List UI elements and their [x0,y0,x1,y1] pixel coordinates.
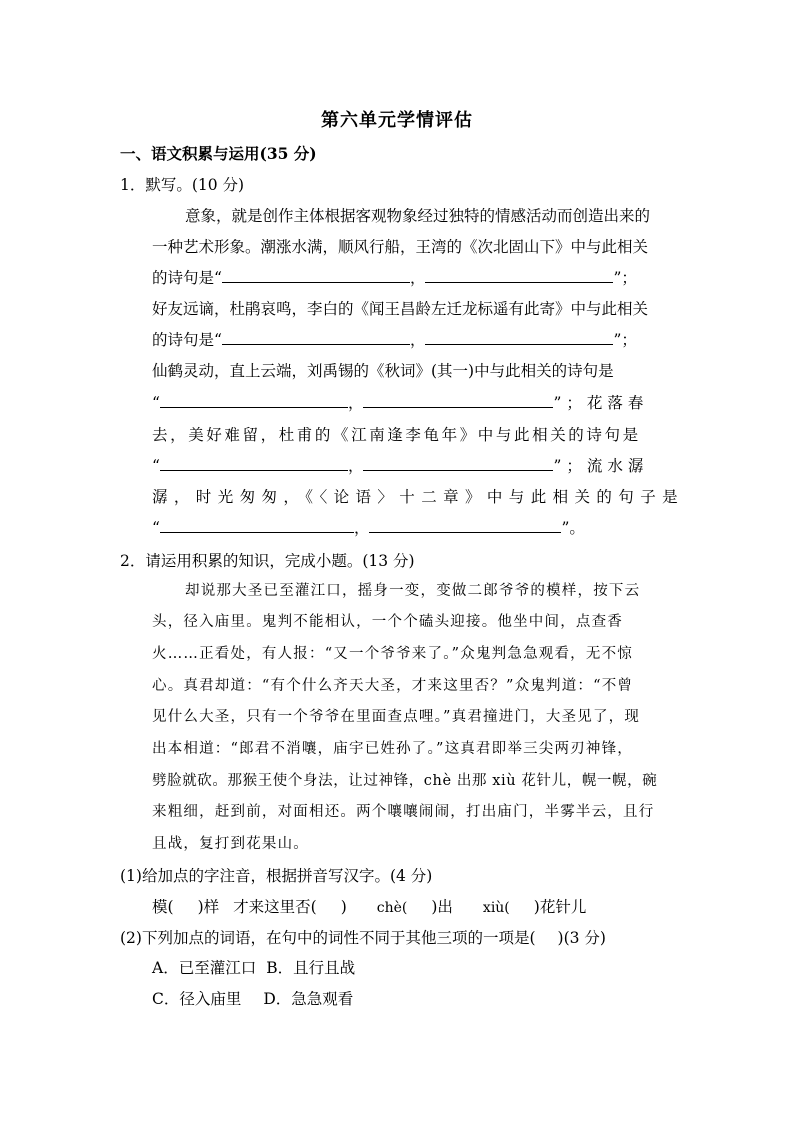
sub1-item: chè( [376,900,408,916]
passage-line-7: 劈脸就砍。那猴王使个身法，让过神锋，chè 出那 xiù 花针儿，幌一幌，碗 [152,773,658,789]
option-a[interactable]: A．已至灌江口 [152,959,257,977]
sub2-stem-text: (2)下列加点的词语，在句中的词性不同于其他三项的一项是( [120,929,536,947]
q1-text: 的诗句是“ [152,331,222,349]
sub1-stem: (1)给加点的字注音，根据拼音写汉字。(4 分) [120,867,433,885]
q1-line-8: 去，美好难留，杜甫的《江南逢李龟年》中与此相关的诗句是 [152,426,641,444]
answer-blank[interactable] [369,518,561,533]
q1-text: “ [152,457,160,475]
passage-line-1: 却说那大圣已至灌江口，摇身一变，变做二郎爷爷的模样，按下云 [185,583,641,599]
passage-line-9: 且战，复打到花果山。 [152,836,309,852]
q1-line-11 [152,518,585,538]
sub1-item: )样 [197,898,220,916]
q1-text: ”；花落春 [553,394,649,412]
answer-blank[interactable] [363,456,553,471]
passage-line-4: 心。真君却道：“有个什么齐天大圣，才来这里否？”众鬼判道：“不曾 [152,678,634,694]
passage-line-8: 来粗细，赶到前，对面相还。两个嚷嚷闹闹，打出庙门，半雾半云，且行 [152,804,655,820]
sub2-options-row-2 [152,989,353,1009]
q1-line-6: 仙鹤灵动，直上云端，刘禹锡的《秋词》(其一)中与此相关的诗句是 [152,362,614,380]
option-d[interactable]: D．急急观看 [263,990,354,1008]
sub1-item: 模( [152,898,174,916]
answer-blank[interactable] [160,393,348,408]
passage-line-2: 头，径入庙里。鬼判不能相认，一个个磕头迎接。他坐中间，点查香 [152,614,623,630]
answer-blank[interactable] [160,456,348,471]
q1-line-2: 一种艺术形象。潮涨水满，顺风行船，王湾的《次北固山下》中与此相关 [152,238,649,256]
sub1-item: )出 [431,898,453,916]
answer-blank[interactable] [425,330,613,345]
q1-text: ”；流水潺 [553,457,649,475]
option-b[interactable]: B．且行且战 [266,959,356,977]
q1-line-4: 好友远谪，杜鹃哀鸣，李白的《闻王昌龄左迁龙标遥有此寄》中与此相关 [152,300,649,318]
q1-stem: 1．默写。(10 分) [120,176,245,194]
sub1-item: 才来这里否( [233,898,317,916]
passage-line-3: 火……正看处，有人报：“又一个爷爷来了。”众鬼判急急观看，无不惊 [152,646,633,662]
answer-blank[interactable] [222,330,410,345]
answer-blank[interactable] [160,518,354,533]
q1-line-1: 意象，就是创作主体根据客观物象经过独特的情感活动而创造出来的 [185,207,651,225]
q1-text: ， [409,331,426,349]
sub1-items [152,897,586,918]
answer-blank[interactable] [363,393,553,408]
q1-text: ”； [613,331,637,349]
sub1-item: xiù( [482,900,510,916]
q1-text: ”。 [561,519,585,537]
sub2-stem-end: )(3 分) [557,929,606,947]
sub2-stem [120,928,606,948]
q1-text: “ [152,519,160,537]
q1-line-7 [152,393,648,413]
q1-text: 的诗句是“ [152,269,222,287]
section-heading: 一、语文积累与运用(35 分) [120,144,317,163]
answer-blank[interactable] [222,268,410,283]
q1-text: ， [409,269,426,287]
passage-line-6: 出本相道：“郎君不消嚷，庙宇已姓孙了。”这真君即举三尖两刃神锋， [152,741,633,757]
answer-blank[interactable] [425,268,613,283]
q2-stem: 2．请运用积累的知识，完成小题。(13 分) [120,552,415,570]
sub1-item: )花针儿 [533,898,587,916]
q1-text: ， [347,394,364,412]
q1-line-5 [152,330,637,350]
passage-line-5: 见什么大圣，只有一个爷爷在里面查点哩。”真君撞进门，大圣见了，现 [152,709,641,725]
sub1-item: ) [340,898,347,916]
q1-text: ”； [613,269,637,287]
q1-line-9 [152,456,648,476]
option-c[interactable]: C．径入庙里 [152,990,242,1008]
q1-text: “ [152,394,160,412]
sub2-options-row-1 [152,958,355,978]
q1-line-10: 潺，时光匆匆，《〈论语〉十二章》中与此相关的句子是 [152,488,685,506]
q1-text: ， [347,457,364,475]
q1-line-3 [152,268,637,288]
q1-text: ， [353,519,370,537]
page-title: 第六单元学情评估 [321,110,473,131]
